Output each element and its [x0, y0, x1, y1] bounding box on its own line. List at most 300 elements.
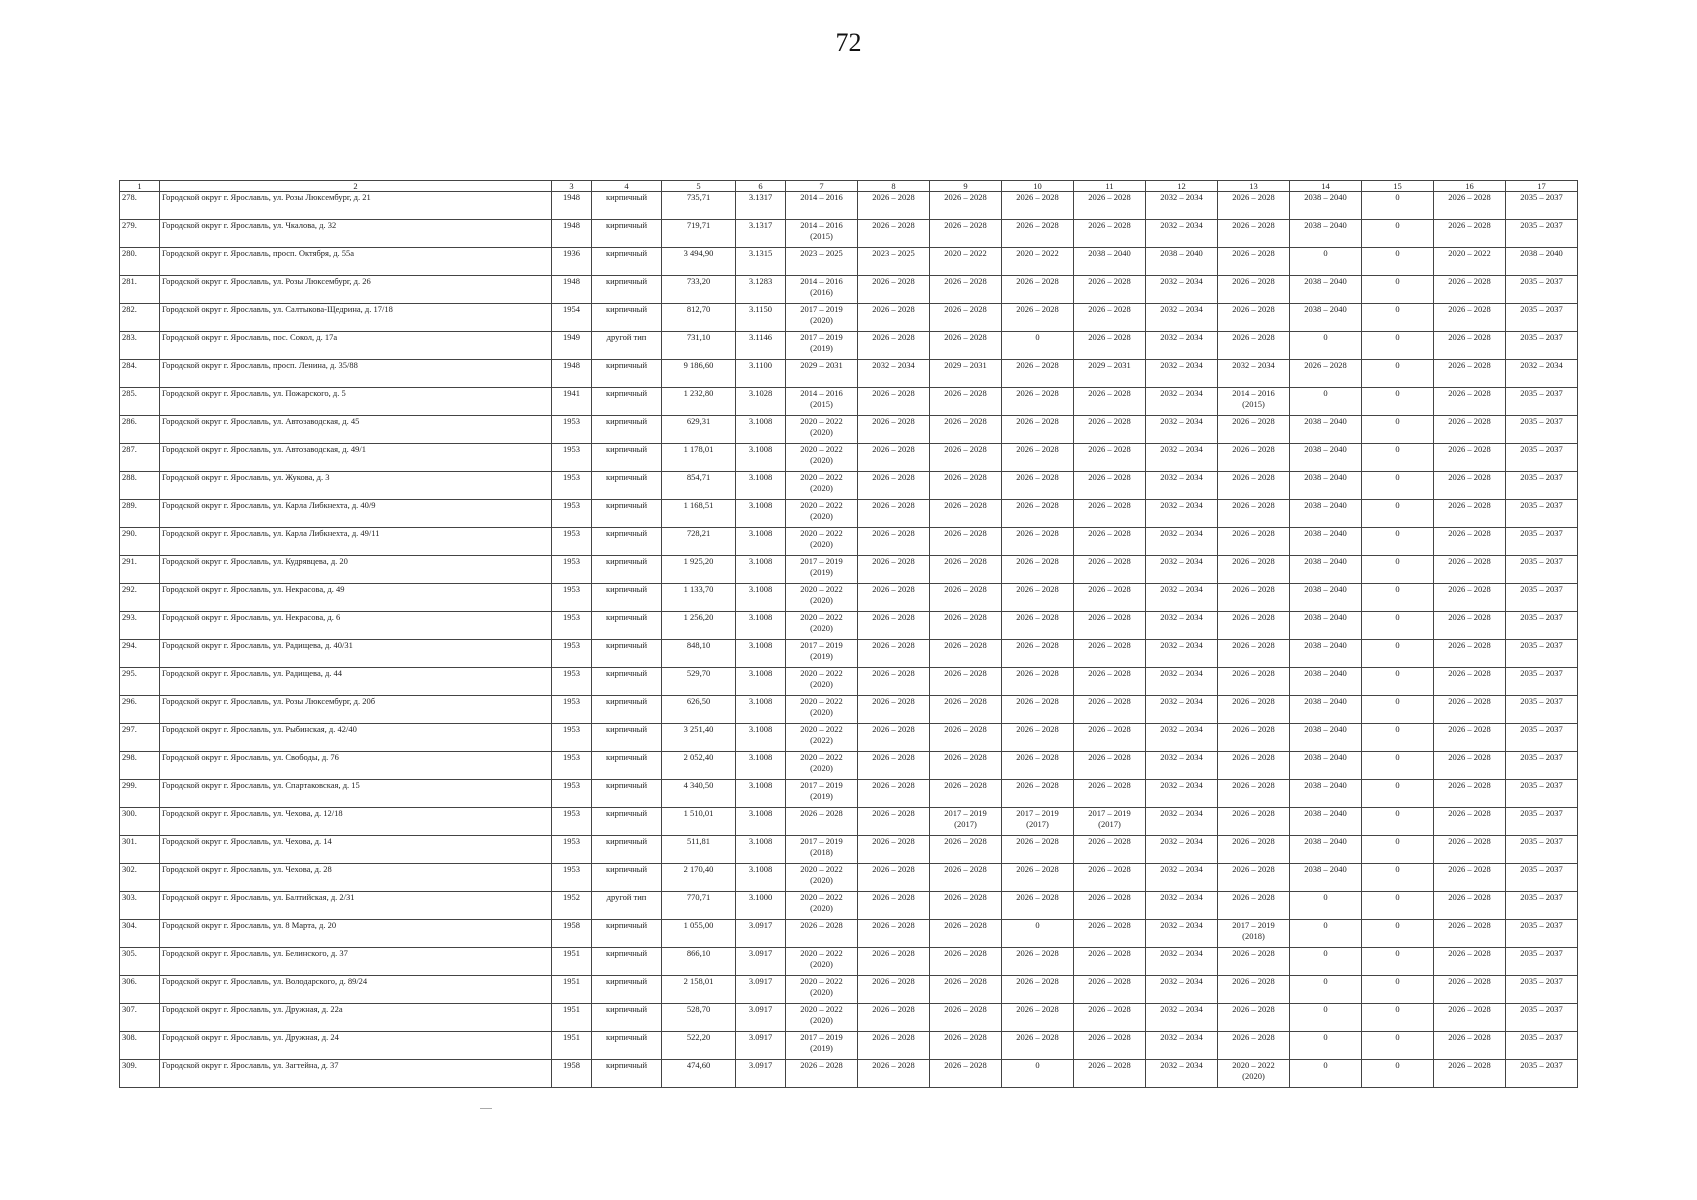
- table-cell-col-8: 2026 – 2028: [858, 528, 930, 556]
- table-cell-col-1: 289.: [120, 500, 160, 528]
- table-cell-col-16: 2026 – 2028: [1434, 948, 1506, 976]
- table-cell-col-6: 3.1008: [736, 808, 786, 836]
- table-cell-col-8: 2026 – 2028: [858, 808, 930, 836]
- table-cell-col-10: 2026 – 2028: [1002, 752, 1074, 780]
- table-cell-col-15: 0: [1362, 808, 1434, 836]
- table-cell-col-14: 2038 – 2040: [1290, 472, 1362, 500]
- table-cell-col-15: 0: [1362, 304, 1434, 332]
- table-cell-col-7: 2023 – 2025: [786, 248, 858, 276]
- table-cell-col-7: 2020 – 2022 (2020): [786, 864, 858, 892]
- table-cell-col-8: 2026 – 2028: [858, 500, 930, 528]
- table-cell-col-13: 2026 – 2028: [1218, 640, 1290, 668]
- table-cell-col-13: 2026 – 2028: [1218, 752, 1290, 780]
- table-row: [120, 1060, 1578, 1088]
- table-cell-col-6: 3.1100: [736, 360, 786, 388]
- table-cell-col-4: кирпичный: [592, 276, 662, 304]
- table-cell-col-15: 0: [1362, 780, 1434, 808]
- table-cell-col-14: 2038 – 2040: [1290, 640, 1362, 668]
- table-cell-col-1: 307.: [120, 1004, 160, 1032]
- table-cell-col-1: 294.: [120, 640, 160, 668]
- table-cell-col-12: 2032 – 2034: [1146, 640, 1218, 668]
- table-cell-col-9: 2026 – 2028: [930, 472, 1002, 500]
- table-cell-col-17: 2035 – 2037: [1506, 780, 1578, 808]
- table-cell-col-12: 2032 – 2034: [1146, 1060, 1218, 1088]
- table-cell-col-8: 2026 – 2028: [858, 444, 930, 472]
- table-cell-col-5: 474,60: [662, 1060, 736, 1088]
- table-cell-col-11: 2026 – 2028: [1074, 1060, 1146, 1088]
- table-cell-col-10: 2026 – 2028: [1002, 1004, 1074, 1032]
- table-cell-col-3: 1953: [552, 416, 592, 444]
- table-cell-col-14: 0: [1290, 248, 1362, 276]
- table-cell-col-16: 2026 – 2028: [1434, 920, 1506, 948]
- table-cell-col-2: Городской округ г. Ярославль, ул. Балтийская, д. 2/31: [160, 892, 552, 920]
- table-cell-col-14: 2038 – 2040: [1290, 304, 1362, 332]
- table-cell-col-9: 2026 – 2028: [930, 724, 1002, 752]
- table-cell-col-16: 2026 – 2028: [1434, 612, 1506, 640]
- table-cell-col-3: 1953: [552, 528, 592, 556]
- table-cell-col-15: 0: [1362, 1032, 1434, 1060]
- table-cell-col-2: Городской округ г. Ярославль, ул. Автозаводская, д. 49/1: [160, 444, 552, 472]
- table-cell-col-1: 297.: [120, 724, 160, 752]
- table-cell-col-12: 2032 – 2034: [1146, 864, 1218, 892]
- table-cell-col-5: 848,10: [662, 640, 736, 668]
- table-cell-col-8: 2026 – 2028: [858, 752, 930, 780]
- table-cell-col-1: 288.: [120, 472, 160, 500]
- table-cell-col-10: 2026 – 2028: [1002, 668, 1074, 696]
- table-cell-col-5: 1 925,20: [662, 556, 736, 584]
- table-cell-col-13: 2026 – 2028: [1218, 500, 1290, 528]
- table-cell-col-14: 2038 – 2040: [1290, 724, 1362, 752]
- table-cell-col-5: 3 494,90: [662, 248, 736, 276]
- table-cell-col-4: кирпичный: [592, 220, 662, 248]
- table-cell-col-11: 2026 – 2028: [1074, 836, 1146, 864]
- table-cell-col-9: 2029 – 2031: [930, 360, 1002, 388]
- table-cell-col-7: 2020 – 2022 (2020): [786, 892, 858, 920]
- table-cell-col-2: Городской округ г. Ярославль, ул. Свободы, д. 76: [160, 752, 552, 780]
- table-cell-col-12: 2032 – 2034: [1146, 696, 1218, 724]
- table-cell-col-11: 2017 – 2019 (2017): [1074, 808, 1146, 836]
- housing-registry-table: [119, 180, 1578, 1088]
- table-cell-col-10: 2026 – 2028: [1002, 836, 1074, 864]
- table-cell-col-8: 2026 – 2028: [858, 612, 930, 640]
- table-cell-col-10: 0: [1002, 332, 1074, 360]
- table-cell-col-2: Городской округ г. Ярославль, ул. Чкалова, д. 32: [160, 220, 552, 248]
- table-cell-col-10: 2017 – 2019 (2017): [1002, 808, 1074, 836]
- table-cell-col-9: 2026 – 2028: [930, 388, 1002, 416]
- table-cell-col-14: 2038 – 2040: [1290, 808, 1362, 836]
- table-cell-col-2: Городской округ г. Ярославль, ул. Чехова, д. 14: [160, 836, 552, 864]
- table-cell-col-7: 2014 – 2016 (2015): [786, 388, 858, 416]
- table-cell-col-10: 2026 – 2028: [1002, 948, 1074, 976]
- table-cell-col-10: 0: [1002, 1060, 1074, 1088]
- table-cell-col-17: 2035 – 2037: [1506, 220, 1578, 248]
- table-cell-col-14: 0: [1290, 892, 1362, 920]
- table-cell-col-3: 1951: [552, 948, 592, 976]
- table-cell-col-17: 2035 – 2037: [1506, 332, 1578, 360]
- table-cell-col-10: 2026 – 2028: [1002, 780, 1074, 808]
- table-cell-col-7: 2020 – 2022 (2020): [786, 612, 858, 640]
- table-row: [120, 360, 1578, 388]
- table-row: [120, 724, 1578, 752]
- table-cell-col-15: 0: [1362, 192, 1434, 220]
- table-cell-col-13: 2026 – 2028: [1218, 780, 1290, 808]
- table-cell-col-17: 2035 – 2037: [1506, 668, 1578, 696]
- table-cell-col-16: 2026 – 2028: [1434, 864, 1506, 892]
- table-cell-col-14: 2038 – 2040: [1290, 416, 1362, 444]
- table-cell-col-9: 2026 – 2028: [930, 668, 1002, 696]
- table-cell-col-4: кирпичный: [592, 192, 662, 220]
- table-cell-col-15: 0: [1362, 612, 1434, 640]
- table-cell-col-14: 2038 – 2040: [1290, 220, 1362, 248]
- table-cell-col-1: 308.: [120, 1032, 160, 1060]
- table-cell-col-1: 301.: [120, 836, 160, 864]
- table-cell-col-15: 0: [1362, 584, 1434, 612]
- table-cell-col-11: 2026 – 2028: [1074, 416, 1146, 444]
- table-cell-col-1: 296.: [120, 696, 160, 724]
- table-cell-col-15: 0: [1362, 1060, 1434, 1088]
- table-cell-col-10: 2020 – 2022: [1002, 248, 1074, 276]
- table-cell-col-3: 1958: [552, 920, 592, 948]
- table-cell-col-8: 2023 – 2025: [858, 248, 930, 276]
- table-cell-col-3: 1953: [552, 584, 592, 612]
- table-row: [120, 864, 1578, 892]
- table-cell-col-6: 3.1000: [736, 892, 786, 920]
- table-cell-col-5: 626,50: [662, 696, 736, 724]
- table-cell-col-9: 2026 – 2028: [930, 276, 1002, 304]
- table-cell-col-5: 1 232,80: [662, 388, 736, 416]
- table-cell-col-11: 2026 – 2028: [1074, 276, 1146, 304]
- scan-mark: [480, 1108, 492, 1109]
- table-cell-col-7: 2017 – 2019 (2019): [786, 332, 858, 360]
- table-cell-col-8: 2026 – 2028: [858, 920, 930, 948]
- table-cell-col-2: Городской округ г. Ярославль, ул. Автозаводская, д. 45: [160, 416, 552, 444]
- table-cell-col-5: 3 251,40: [662, 724, 736, 752]
- table-cell-col-4: кирпичный: [592, 1032, 662, 1060]
- table-cell-col-16: 2026 – 2028: [1434, 780, 1506, 808]
- table-cell-col-1: 304.: [120, 920, 160, 948]
- table-cell-col-15: 0: [1362, 528, 1434, 556]
- table-cell-col-6: 3.1150: [736, 304, 786, 332]
- table-cell-col-17: 2035 – 2037: [1506, 1004, 1578, 1032]
- table-cell-col-15: 0: [1362, 724, 1434, 752]
- table-cell-col-17: 2035 – 2037: [1506, 584, 1578, 612]
- table-cell-col-12: 2032 – 2034: [1146, 500, 1218, 528]
- table-cell-col-7: 2020 – 2022 (2020): [786, 696, 858, 724]
- table-cell-col-6: 3.1008: [736, 500, 786, 528]
- table-cell-col-2: Городской округ г. Ярославль, ул. Розы Люксембург, д. 20б: [160, 696, 552, 724]
- table-cell-col-15: 0: [1362, 388, 1434, 416]
- table-row: [120, 332, 1578, 360]
- table-cell-col-8: 2026 – 2028: [858, 388, 930, 416]
- table-cell-col-12: 2032 – 2034: [1146, 892, 1218, 920]
- table-cell-col-1: 280.: [120, 248, 160, 276]
- table-cell-col-17: 2035 – 2037: [1506, 472, 1578, 500]
- table-cell-col-4: кирпичный: [592, 864, 662, 892]
- table-row: [120, 752, 1578, 780]
- table-cell-col-5: 719,71: [662, 220, 736, 248]
- table-cell-col-6: 3.1146: [736, 332, 786, 360]
- table-cell-col-7: 2020 – 2022 (2020): [786, 472, 858, 500]
- table-cell-col-2: Городской округ г. Ярославль, ул. Радищева, д. 40/31: [160, 640, 552, 668]
- table-cell-col-15: 0: [1362, 864, 1434, 892]
- table-cell-col-6: 3.0917: [736, 1032, 786, 1060]
- table-cell-col-8: 2026 – 2028: [858, 220, 930, 248]
- table-cell-col-14: 0: [1290, 388, 1362, 416]
- table-cell-col-6: 3.1008: [736, 780, 786, 808]
- table-cell-col-1: 306.: [120, 976, 160, 1004]
- table-cell-col-10: 2026 – 2028: [1002, 724, 1074, 752]
- table-cell-col-16: 2026 – 2028: [1434, 556, 1506, 584]
- table-cell-col-14: 0: [1290, 1032, 1362, 1060]
- table-cell-col-5: 731,10: [662, 332, 736, 360]
- table-cell-col-5: 4 340,50: [662, 780, 736, 808]
- table-cell-col-14: 2038 – 2040: [1290, 836, 1362, 864]
- table-cell-col-2: Городской округ г. Ярославль, ул. Дружная, д. 24: [160, 1032, 552, 1060]
- table-cell-col-1: 309.: [120, 1060, 160, 1088]
- table-cell-col-2: Городской округ г. Ярославль, ул. Дружная, д. 22а: [160, 1004, 552, 1032]
- table-cell-col-1: 282.: [120, 304, 160, 332]
- table-cell-col-2: Городской округ г. Ярославль, ул. 8 Марта, д. 20: [160, 920, 552, 948]
- table-cell-col-17: 2035 – 2037: [1506, 696, 1578, 724]
- table-cell-col-8: 2026 – 2028: [858, 416, 930, 444]
- table-cell-col-12: 2032 – 2034: [1146, 724, 1218, 752]
- table-cell-col-5: 854,71: [662, 472, 736, 500]
- table-cell-col-10: 0: [1002, 920, 1074, 948]
- table-cell-col-1: 285.: [120, 388, 160, 416]
- table-cell-col-4: кирпичный: [592, 976, 662, 1004]
- table-cell-col-9: 2026 – 2028: [930, 416, 1002, 444]
- table-cell-col-3: 1951: [552, 976, 592, 1004]
- table-cell-col-9: 2026 – 2028: [930, 780, 1002, 808]
- table-cell-col-11: 2026 – 2028: [1074, 752, 1146, 780]
- table-cell-col-12: 2032 – 2034: [1146, 444, 1218, 472]
- table-cell-col-17: 2035 – 2037: [1506, 724, 1578, 752]
- table-body: [120, 192, 1578, 1088]
- page-number: 72: [835, 28, 862, 57]
- table-cell-col-7: 2020 – 2022 (2020): [786, 500, 858, 528]
- table-cell-col-16: 2026 – 2028: [1434, 808, 1506, 836]
- table-cell-col-15: 0: [1362, 948, 1434, 976]
- table-cell-col-14: 0: [1290, 1004, 1362, 1032]
- table-cell-col-9: 2026 – 2028: [930, 976, 1002, 1004]
- table-cell-col-6: 3.1008: [736, 444, 786, 472]
- table-cell-col-5: 735,71: [662, 192, 736, 220]
- table-cell-col-14: 0: [1290, 1060, 1362, 1088]
- table-cell-col-9: 2026 – 2028: [930, 192, 1002, 220]
- column-header-7: 7: [786, 181, 858, 192]
- table-cell-col-4: кирпичный: [592, 780, 662, 808]
- table-cell-col-6: 3.1315: [736, 248, 786, 276]
- table-cell-col-5: 522,20: [662, 1032, 736, 1060]
- table-cell-col-13: 2017 – 2019 (2018): [1218, 920, 1290, 948]
- table-cell-col-5: 1 178,01: [662, 444, 736, 472]
- table-cell-col-11: 2026 – 2028: [1074, 388, 1146, 416]
- table-cell-col-7: 2020 – 2022 (2020): [786, 416, 858, 444]
- table-cell-col-7: 2017 – 2019 (2019): [786, 556, 858, 584]
- table-cell-col-11: 2029 – 2031: [1074, 360, 1146, 388]
- table-cell-col-2: Городской округ г. Ярославль, ул. Радищева, д. 44: [160, 668, 552, 696]
- table-cell-col-7: 2017 – 2019 (2019): [786, 1032, 858, 1060]
- table-cell-col-14: 2038 – 2040: [1290, 192, 1362, 220]
- table-cell-col-13: 2026 – 2028: [1218, 472, 1290, 500]
- table-cell-col-16: 2026 – 2028: [1434, 892, 1506, 920]
- table-cell-col-16: 2026 – 2028: [1434, 304, 1506, 332]
- table-cell-col-16: 2026 – 2028: [1434, 276, 1506, 304]
- table-row: [120, 304, 1578, 332]
- table-cell-col-3: 1941: [552, 388, 592, 416]
- table-cell-col-12: 2032 – 2034: [1146, 752, 1218, 780]
- table-cell-col-5: 1 055,00: [662, 920, 736, 948]
- table-cell-col-14: 2038 – 2040: [1290, 276, 1362, 304]
- table-cell-col-16: 2026 – 2028: [1434, 472, 1506, 500]
- table-cell-col-13: 2026 – 2028: [1218, 556, 1290, 584]
- table-cell-col-7: 2017 – 2019 (2019): [786, 640, 858, 668]
- table-cell-col-16: 2026 – 2028: [1434, 416, 1506, 444]
- table-cell-col-5: 1 510,01: [662, 808, 736, 836]
- table-cell-col-17: 2035 – 2037: [1506, 1032, 1578, 1060]
- table-cell-col-4: кирпичный: [592, 808, 662, 836]
- table-cell-col-6: 3.1283: [736, 276, 786, 304]
- table-cell-col-2: Городской округ г. Ярославль, пос. Сокол, д. 17а: [160, 332, 552, 360]
- table-cell-col-10: 2026 – 2028: [1002, 416, 1074, 444]
- header-row: [120, 181, 1578, 192]
- column-header-12: 12: [1146, 181, 1218, 192]
- table-cell-col-7: 2026 – 2028: [786, 920, 858, 948]
- table-cell-col-7: 2026 – 2028: [786, 808, 858, 836]
- table-cell-col-13: 2026 – 2028: [1218, 976, 1290, 1004]
- table-cell-col-13: 2026 – 2028: [1218, 416, 1290, 444]
- table-cell-col-12: 2032 – 2034: [1146, 1004, 1218, 1032]
- table-cell-col-5: 812,70: [662, 304, 736, 332]
- column-header-2: 2: [160, 181, 552, 192]
- table-cell-col-9: 2026 – 2028: [930, 864, 1002, 892]
- table-cell-col-3: 1953: [552, 472, 592, 500]
- column-header-10: 10: [1002, 181, 1074, 192]
- table-cell-col-9: 2026 – 2028: [930, 444, 1002, 472]
- table-cell-col-3: 1958: [552, 1060, 592, 1088]
- table-cell-col-12: 2032 – 2034: [1146, 556, 1218, 584]
- table-row: [120, 780, 1578, 808]
- table-cell-col-11: 2026 – 2028: [1074, 920, 1146, 948]
- table-cell-col-17: 2035 – 2037: [1506, 444, 1578, 472]
- table-cell-col-12: 2032 – 2034: [1146, 584, 1218, 612]
- table-cell-col-8: 2026 – 2028: [858, 976, 930, 1004]
- table-cell-col-2: Городской округ г. Ярославль, ул. Розы Люксембург, д. 21: [160, 192, 552, 220]
- table-cell-col-7: 2020 – 2022 (2020): [786, 752, 858, 780]
- table-cell-col-13: 2026 – 2028: [1218, 304, 1290, 332]
- table-cell-col-6: 3.1008: [736, 752, 786, 780]
- table-cell-col-13: 2026 – 2028: [1218, 892, 1290, 920]
- table-row: [120, 444, 1578, 472]
- table-cell-col-11: 2026 – 2028: [1074, 864, 1146, 892]
- table-cell-col-1: 298.: [120, 752, 160, 780]
- table-cell-col-16: 2026 – 2028: [1434, 332, 1506, 360]
- column-header-16: 16: [1434, 181, 1506, 192]
- table-cell-col-10: 2026 – 2028: [1002, 556, 1074, 584]
- table-cell-col-14: 2038 – 2040: [1290, 584, 1362, 612]
- table-cell-col-13: 2026 – 2028: [1218, 1004, 1290, 1032]
- table-cell-col-12: 2032 – 2034: [1146, 808, 1218, 836]
- table-cell-col-8: 2026 – 2028: [858, 1032, 930, 1060]
- table-cell-col-9: 2026 – 2028: [930, 696, 1002, 724]
- table-cell-col-8: 2026 – 2028: [858, 696, 930, 724]
- table-cell-col-1: 300.: [120, 808, 160, 836]
- column-header-11: 11: [1074, 181, 1146, 192]
- table-cell-col-15: 0: [1362, 556, 1434, 584]
- table-cell-col-11: 2026 – 2028: [1074, 528, 1146, 556]
- table-cell-col-10: 2026 – 2028: [1002, 1032, 1074, 1060]
- table-cell-col-6: 3.1317: [736, 192, 786, 220]
- table-cell-col-1: 305.: [120, 948, 160, 976]
- table-cell-col-9: 2026 – 2028: [930, 640, 1002, 668]
- table-cell-col-8: 2026 – 2028: [858, 556, 930, 584]
- table-cell-col-12: 2032 – 2034: [1146, 276, 1218, 304]
- table-cell-col-17: 2035 – 2037: [1506, 752, 1578, 780]
- table-cell-col-16: 2026 – 2028: [1434, 976, 1506, 1004]
- table-cell-col-10: 2026 – 2028: [1002, 528, 1074, 556]
- table-cell-col-2: Городской округ г. Ярославль, ул. Карла Либкнехта, д. 40/9: [160, 500, 552, 528]
- table-cell-col-16: 2026 – 2028: [1434, 192, 1506, 220]
- table-cell-col-17: 2035 – 2037: [1506, 976, 1578, 1004]
- table-cell-col-16: 2026 – 2028: [1434, 696, 1506, 724]
- table-cell-col-7: 2020 – 2022 (2020): [786, 948, 858, 976]
- table-cell-col-14: 2038 – 2040: [1290, 752, 1362, 780]
- table-cell-col-16: 2020 – 2022: [1434, 248, 1506, 276]
- table-cell-col-15: 0: [1362, 696, 1434, 724]
- table-row: [120, 1004, 1578, 1032]
- table-cell-col-10: 2026 – 2028: [1002, 584, 1074, 612]
- table-cell-col-3: 1953: [552, 724, 592, 752]
- table-cell-col-3: 1948: [552, 276, 592, 304]
- table-cell-col-11: 2026 – 2028: [1074, 640, 1146, 668]
- table-cell-col-6: 3.1008: [736, 724, 786, 752]
- table-cell-col-2: Городской округ г. Ярославль, просп. Октября, д. 55а: [160, 248, 552, 276]
- table-row: [120, 416, 1578, 444]
- table-row: [120, 696, 1578, 724]
- table-cell-col-6: 3.1028: [736, 388, 786, 416]
- table-cell-col-8: 2026 – 2028: [858, 276, 930, 304]
- column-header-4: 4: [592, 181, 662, 192]
- table-cell-col-16: 2026 – 2028: [1434, 500, 1506, 528]
- table-cell-col-13: 2026 – 2028: [1218, 1032, 1290, 1060]
- table-cell-col-10: 2026 – 2028: [1002, 976, 1074, 1004]
- table-cell-col-12: 2032 – 2034: [1146, 304, 1218, 332]
- table-cell-col-17: 2038 – 2040: [1506, 248, 1578, 276]
- table-cell-col-11: 2026 – 2028: [1074, 1032, 1146, 1060]
- table-row: [120, 192, 1578, 220]
- table-row: [120, 248, 1578, 276]
- table-cell-col-7: 2014 – 2016 (2015): [786, 220, 858, 248]
- table-cell-col-7: 2020 – 2022 (2020): [786, 1004, 858, 1032]
- table-cell-col-17: 2035 – 2037: [1506, 892, 1578, 920]
- column-header-15: 15: [1362, 181, 1434, 192]
- table-cell-col-10: 2026 – 2028: [1002, 360, 1074, 388]
- table-cell-col-16: 2026 – 2028: [1434, 1060, 1506, 1088]
- table-row: [120, 836, 1578, 864]
- table-cell-col-2: Городской округ г. Ярославль, ул. Жукова, д. 3: [160, 472, 552, 500]
- table-cell-col-10: 2026 – 2028: [1002, 192, 1074, 220]
- table-cell-col-6: 3.1008: [736, 696, 786, 724]
- table-cell-col-4: кирпичный: [592, 304, 662, 332]
- table-cell-col-3: 1948: [552, 220, 592, 248]
- table-cell-col-9: 2026 – 2028: [930, 1032, 1002, 1060]
- table-cell-col-4: кирпичный: [592, 416, 662, 444]
- table-cell-col-15: 0: [1362, 472, 1434, 500]
- table-cell-col-4: кирпичный: [592, 248, 662, 276]
- table-cell-col-15: 0: [1362, 220, 1434, 248]
- column-header-8: 8: [858, 181, 930, 192]
- table-cell-col-1: 303.: [120, 892, 160, 920]
